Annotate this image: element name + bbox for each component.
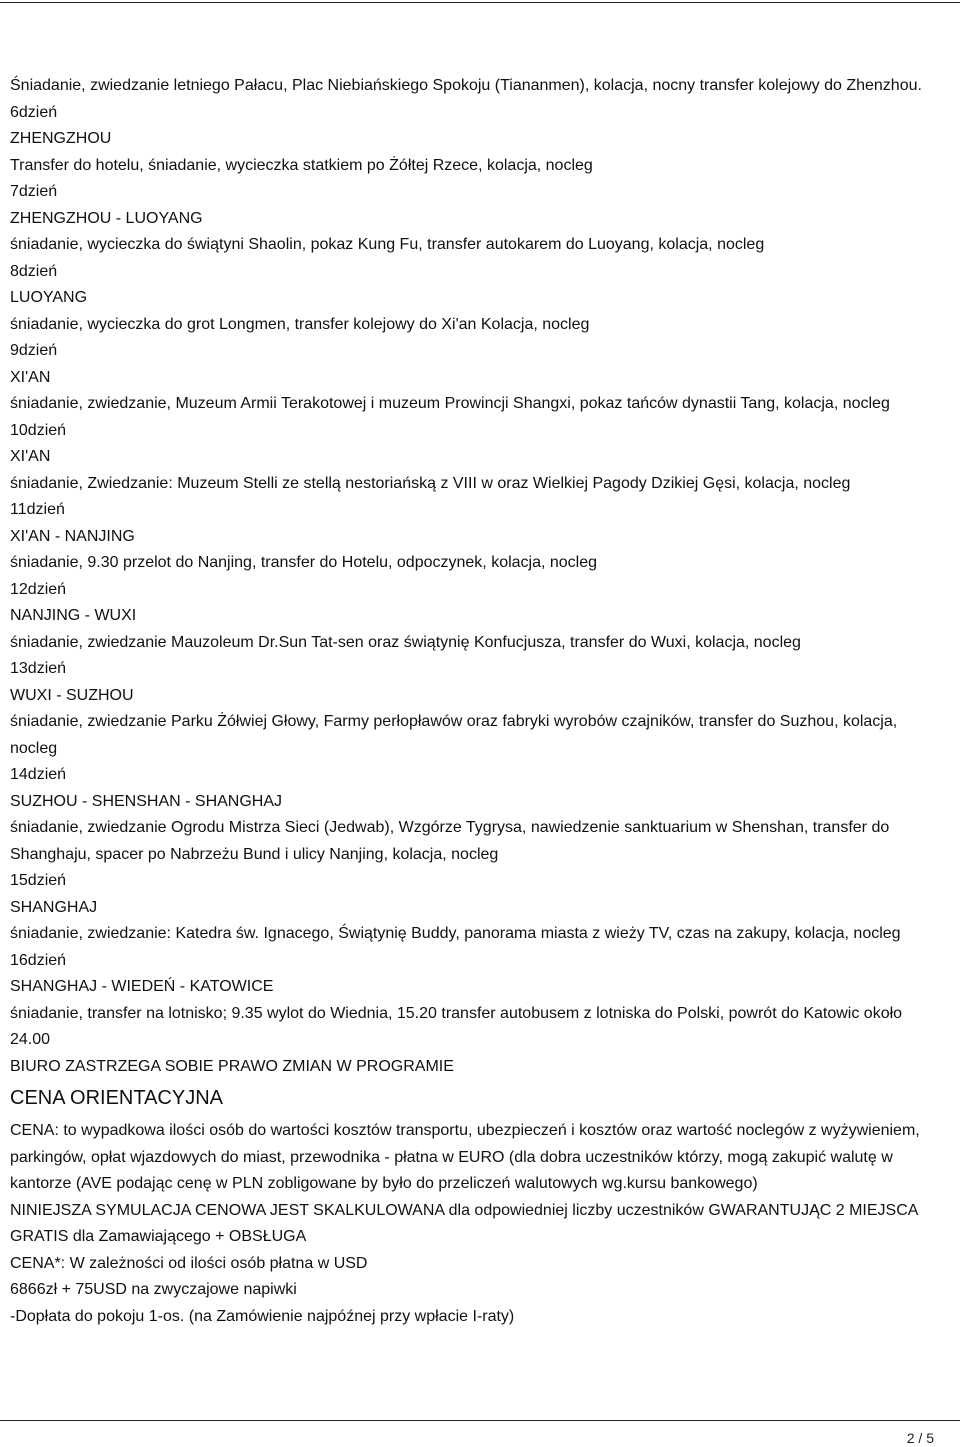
text-line: 6866zł + 75USD na zwyczajowe napiwki (10, 1281, 297, 1298)
page-number: 2 / 5 (906, 1430, 934, 1446)
text-line: 6dzień (10, 103, 58, 121)
text-line: śniadanie, zwiedzanie: Katedra św. Ignacego, Świątynię Buddy, panorama miasta z wieży TV, czas na zakupy, kolacja, nocleg (10, 925, 901, 942)
itinerary-content (10, 73, 945, 1330)
text-line: śniadanie, zwiedzanie, Muzeum Armii Terakotowej i muzeum Prowincji Shangxi, pokaz tańców dynastii Tang, kolacja, nocleg (10, 395, 890, 412)
text-line: 14dzień (10, 766, 67, 783)
text-line: XI'AN (10, 368, 51, 386)
text-line: śniadanie, wycieczka do grot Longmen, transfer kolejowy do Xi'an Kolacja, nocleg (10, 315, 590, 333)
text-line: -Dopłata do pokoju 1-os. (na Zamówienie najpóźnej przy wpłacie I-raty) (10, 1307, 515, 1325)
text-line: CENA: to wypadkowa ilości osób do wartości kosztów transportu, ubezpieczeń i kosztów oraz wartość noclegów z wyżywieniem, parkingów, opłat wjazdowych do miast, przewodnika - płatna w EURO (dla dobra uczestników którzy, mogą zakupić walutę w kantorze (AVE podając cenę w PLN zobligowane by było do przeliczeń walutowych wg.kursu bankowego) (10, 1122, 920, 1192)
text-line: LUOYANG (10, 289, 88, 306)
text-line: śniadanie, wycieczka do świątyni Shaolin, pokaz Kung Fu, transfer autokarem do Luoyang, kolacja, nocleg (10, 236, 765, 253)
text-line: NANJING - WUXI (10, 607, 137, 624)
text-line: 16dzień (10, 951, 67, 969)
text-line: SUZHOU - SHENSHAN - SHANGHAJ (10, 792, 283, 810)
itinerary-section (10, 73, 945, 1080)
text-line: WUXI - SUZHOU (10, 686, 134, 704)
text-line: 7dzień (10, 183, 58, 200)
text-line: śniadanie, zwiedzanie Mauzoleum Dr.Sun Tat-sen oraz świątynię Konfucjusza, transfer do Wuxi, kolacja, nocleg (10, 633, 801, 651)
text-line: 13dzień (10, 660, 67, 677)
text-line: 8dzień (10, 262, 58, 280)
text-line: ZHENGZHOU (10, 130, 112, 147)
text-line: CENA*: W zależności od ilości osób płatna w USD (10, 1254, 368, 1272)
text-line: Śniadanie, zwiedzanie letniego Pałacu, Plac Niebiańskiego Spokoju (Tiananmen), kolacja, nocny transfer kolejowy do Zhenzhou. (10, 77, 922, 94)
top-divider (0, 2, 960, 3)
text-line: 11dzień (10, 501, 65, 518)
text-line: śniadanie, 9.30 przelot do Nanjing, transfer do Hotelu, odpoczynek, kolacja, nocleg (10, 554, 598, 571)
text-line: SHANGHAJ - WIEDEŃ - KATOWICE (10, 978, 274, 995)
text-line: NINIEJSZA SYMULACJA CENOWA JEST SKALKULOWANA dla odpowiedniej liczby uczestników GWARANTUJĄC 2 MIEJSCA GRATIS dla Zamawiającego + OBSŁUGA (10, 1201, 918, 1245)
text-line: SHANGHAJ (10, 898, 98, 916)
price-heading: CENA ORIENTACYJNA (10, 1087, 223, 1109)
text-line: 12dzień (10, 580, 67, 598)
text-line: 10dzień (10, 421, 67, 439)
price-section (10, 1118, 945, 1330)
bottom-divider (0, 1420, 960, 1421)
text-line: śniadanie, transfer na lotnisko; 9.35 wylot do Wiednia, 15.20 transfer autobusem z lotniska do Polski, powrót do Katowic około 24.00 (10, 1004, 903, 1048)
text-line: 15dzień (10, 872, 67, 889)
text-line: BIURO ZASTRZEGA SOBIE PRAWO ZMIAN W PROGRAMIE (10, 1057, 454, 1075)
text-line: śniadanie, zwiedzanie Ogrodu Mistrza Sieci (Jedwab), Wzgórze Tygrysa, nawiedzenie sanktuarium w Shenshan, transfer do Shanghaju, spacer po Nabrzeżu Bund i ulicy Nanjing, kolacja, nocleg (10, 819, 890, 863)
text-line: 9dzień (10, 342, 58, 359)
text-line: śniadanie, zwiedzanie Parku Żółwiej Głowy, Farmy perłopławów oraz fabryki wyrobów czajników, transfer do Suzhou, kolacja, nocleg (10, 713, 898, 757)
text-line: śniadanie, Zwiedzanie: Muzeum Stelli ze stellą nestoriańską z VIII w oraz Wielkiej Pagody Dzikiej Gęsi, kolacja, nocleg (10, 474, 851, 492)
text-line: XI'AN (10, 448, 51, 465)
text-line: Transfer do hotelu, śniadanie, wycieczka statkiem po Żółtej Rzece, kolacja, nocleg (10, 156, 593, 174)
text-line: ZHENGZHOU - LUOYANG (10, 209, 203, 227)
text-line: XI'AN - NANJING (10, 527, 135, 545)
